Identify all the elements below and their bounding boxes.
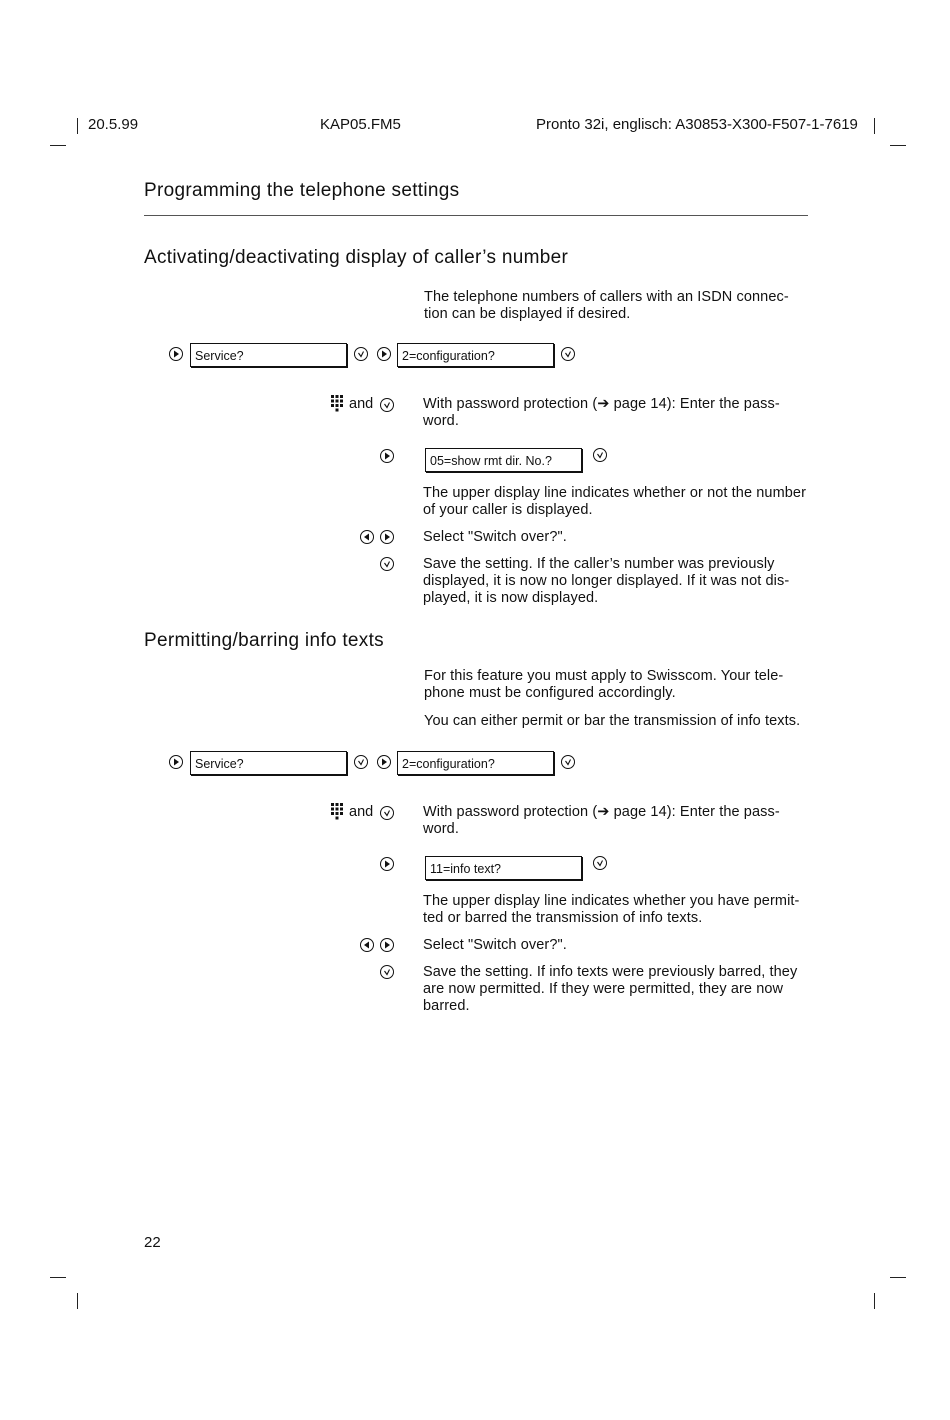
display-service: Service?	[190, 751, 347, 775]
ok-key-icon	[561, 347, 575, 361]
and-label: and	[349, 396, 374, 412]
section2-title: Permitting/barring info texts	[144, 630, 384, 651]
ok-key-icon	[380, 557, 394, 571]
header-date: 20.5.99	[88, 116, 139, 133]
section2-intro2: You can either permit or bar the transmission of info texts.	[424, 713, 801, 729]
ok-key-icon	[380, 398, 394, 412]
section1-password-text: With password protection (➔ page 14): Enter the pass- word.	[423, 396, 780, 429]
ok-key-icon	[593, 448, 607, 462]
and-label: and	[349, 804, 374, 820]
header-product: Pronto 32i, englisch: A30853-X300-F507-1-7619	[536, 116, 858, 133]
keypad-icon	[331, 395, 343, 413]
section1-select-text: Select "Switch over?".	[423, 529, 567, 545]
right-arrow-key-icon	[380, 857, 394, 871]
ok-key-icon	[561, 755, 575, 769]
right-arrow-key-icon	[169, 347, 183, 361]
ok-key-icon	[593, 856, 607, 870]
chapter-title: Programming the telephone settings	[144, 180, 460, 201]
crop-mark	[890, 145, 906, 146]
crop-mark	[50, 1277, 66, 1278]
ok-key-icon	[354, 347, 368, 361]
crop-mark	[50, 145, 66, 146]
crop-mark	[874, 1293, 875, 1309]
crop-mark	[77, 118, 78, 134]
crop-mark	[890, 1277, 906, 1278]
ok-key-icon	[380, 965, 394, 979]
right-arrow-key-icon	[380, 530, 394, 544]
display-service: Service?	[190, 343, 347, 367]
right-arrow-key-icon	[377, 347, 391, 361]
display-option: 05=show rmt dir. No.?	[425, 448, 582, 472]
title-divider	[144, 215, 808, 216]
display-option: 11=info text?	[425, 856, 582, 880]
section2-save-text: Save the setting. If info texts were previously barred, they are now permitted. If they were permitted, they are now barred.	[423, 964, 798, 1014]
left-arrow-key-icon	[360, 530, 374, 544]
right-arrow-key-icon	[380, 938, 394, 952]
display-configuration: 2=configuration?	[397, 343, 554, 367]
section1-intro: The telephone numbers of callers with an ISDN connec- tion can be displayed if desired.	[424, 289, 789, 322]
section2-password-text: With password protection (➔ page 14): Enter the pass- word.	[423, 804, 780, 837]
right-arrow-key-icon	[377, 755, 391, 769]
section2-intro: For this feature you must apply to Swisscom. Your tele- phone must be configured accordingly.	[424, 668, 784, 701]
crop-mark	[874, 118, 875, 134]
keypad-icon	[331, 803, 343, 821]
right-arrow-key-icon	[380, 449, 394, 463]
left-arrow-key-icon	[360, 938, 374, 952]
crop-mark	[77, 1293, 78, 1309]
section1-title: Activating/deactivating display of caller’s number	[144, 247, 569, 268]
section1-save-text: Save the setting. If the caller’s number was previously displayed, it is now no longer displayed. If it was not dis- played, it is now displayed.	[423, 556, 790, 606]
ok-key-icon	[380, 806, 394, 820]
section2-select-text: Select "Switch over?".	[423, 937, 567, 953]
display-configuration: 2=configuration?	[397, 751, 554, 775]
section2-upper-line-text: The upper display line indicates whether you have permit- ted or barred the transmission of info texts.	[423, 893, 800, 926]
ok-key-icon	[354, 755, 368, 769]
page-number: 22	[144, 1234, 161, 1251]
section1-upper-line-text: The upper display line indicates whether or not the number of your caller is displayed.	[423, 485, 807, 518]
header-filename: KAP05.FM5	[320, 116, 401, 133]
right-arrow-key-icon	[169, 755, 183, 769]
